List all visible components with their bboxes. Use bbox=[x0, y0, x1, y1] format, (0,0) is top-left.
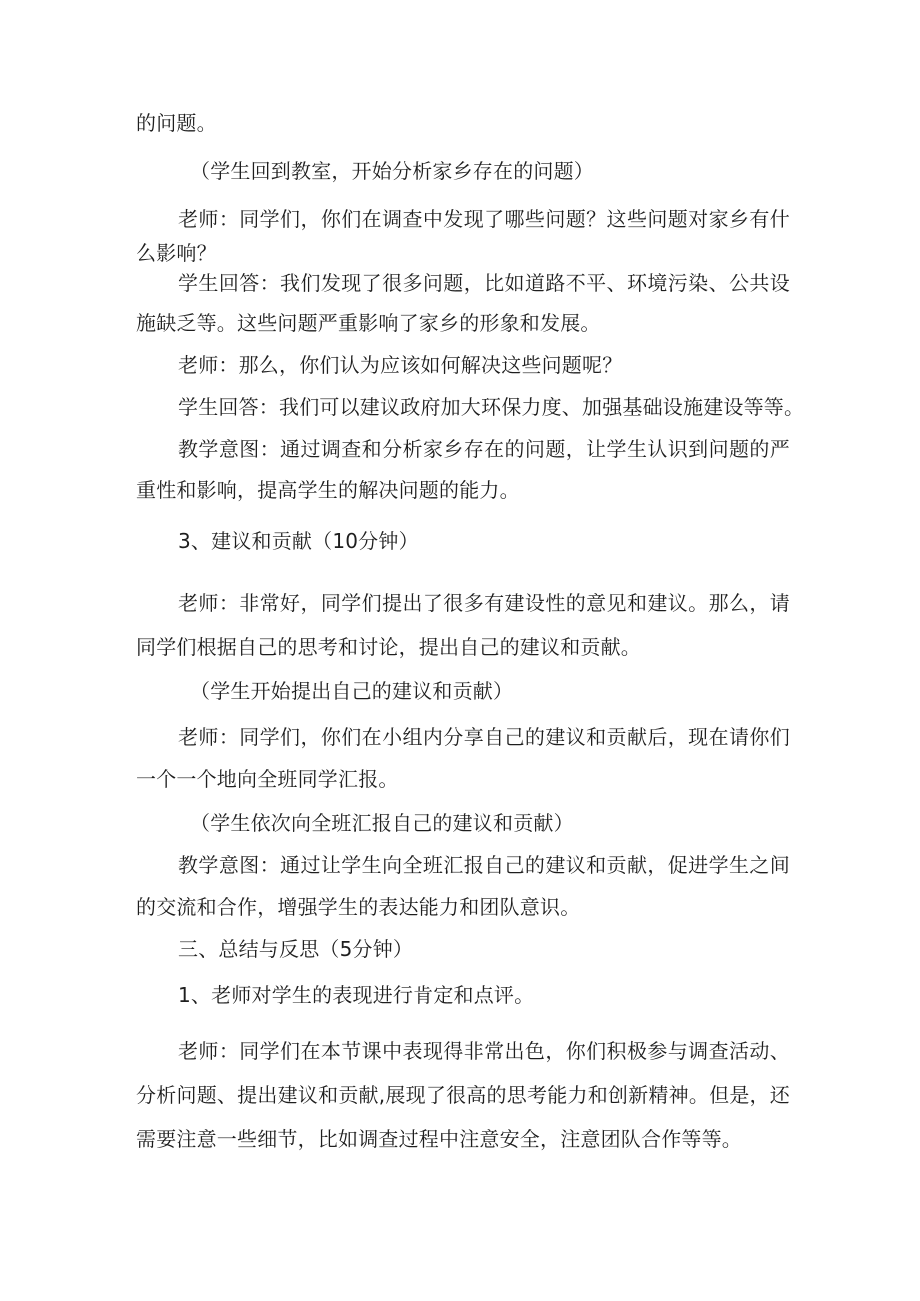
section-heading: 3、建议和贡献（10分钟） bbox=[178, 529, 419, 553]
text-line: 一个一个地向全班同学汇报。 bbox=[136, 767, 399, 791]
text-line: 的交流和合作，增强学生的表达能力和团队意识。 bbox=[136, 895, 581, 919]
text-line: （学生依次向全班汇报自己的建议和贡献） bbox=[190, 811, 574, 835]
text-line: 老师：同学们，你们在调查中发现了哪些问题？这些问题对家乡有什 bbox=[178, 207, 790, 231]
text-line: 教学意图：通过让学生向全班汇报自己的建议和贡献，促进学生之间 bbox=[178, 853, 790, 877]
text-line: 教学意图：通过调查和分析家乡存在的问题，让学生认识到问题的严 bbox=[178, 437, 790, 461]
text-line: 同学们根据自己的思考和讨论，提出自己的建议和贡献。 bbox=[136, 635, 641, 659]
text-line: 重性和影响，提高学生的解决问题的能力。 bbox=[136, 478, 520, 502]
text-line: 学生回答：我们发现了很多问题，比如道路不平、环境污染、公共设 bbox=[178, 271, 790, 295]
text-line: 么影响？ bbox=[136, 241, 217, 265]
text-line: 的问题。 bbox=[136, 111, 217, 135]
text-line: 老师：那么，你们认为应该如何解决这些问题呢？ bbox=[178, 353, 623, 377]
text-line: 需要注意一些细节，比如调查过程中注意安全，注意团队合作等等。 bbox=[136, 1127, 742, 1151]
text-line: 分析问题、提出建议和贡献,展现了很高的思考能力和创新精神。但是，还 bbox=[136, 1083, 790, 1107]
text-line: 老师：同学们在本节课中表现得非常出色，你们积极参与调查活动、 bbox=[178, 1039, 790, 1063]
text-line: 1、老师对学生的表现进行肯定和点评。 bbox=[178, 983, 535, 1007]
text-line: 老师：非常好，同学们提出了很多有建设性的意见和建议。那么，请 bbox=[178, 591, 790, 615]
text-line: 施缺乏等。这些问题严重影响了家乡的形象和发展。 bbox=[136, 311, 601, 335]
text-line: 老师：同学们，你们在小组内分享自己的建议和贡献后，现在请你们 bbox=[178, 725, 790, 749]
text-line: 学生回答：我们可以建议政府加大环保力度、加强基础设施建设等等。 bbox=[178, 395, 805, 419]
section-heading: 三、总结与反思（5分钟） bbox=[178, 937, 414, 961]
text-line: （学生回到教室，开始分析家乡存在的问题） bbox=[190, 159, 594, 183]
text-line: （学生开始提出自己的建议和贡献） bbox=[190, 679, 514, 703]
